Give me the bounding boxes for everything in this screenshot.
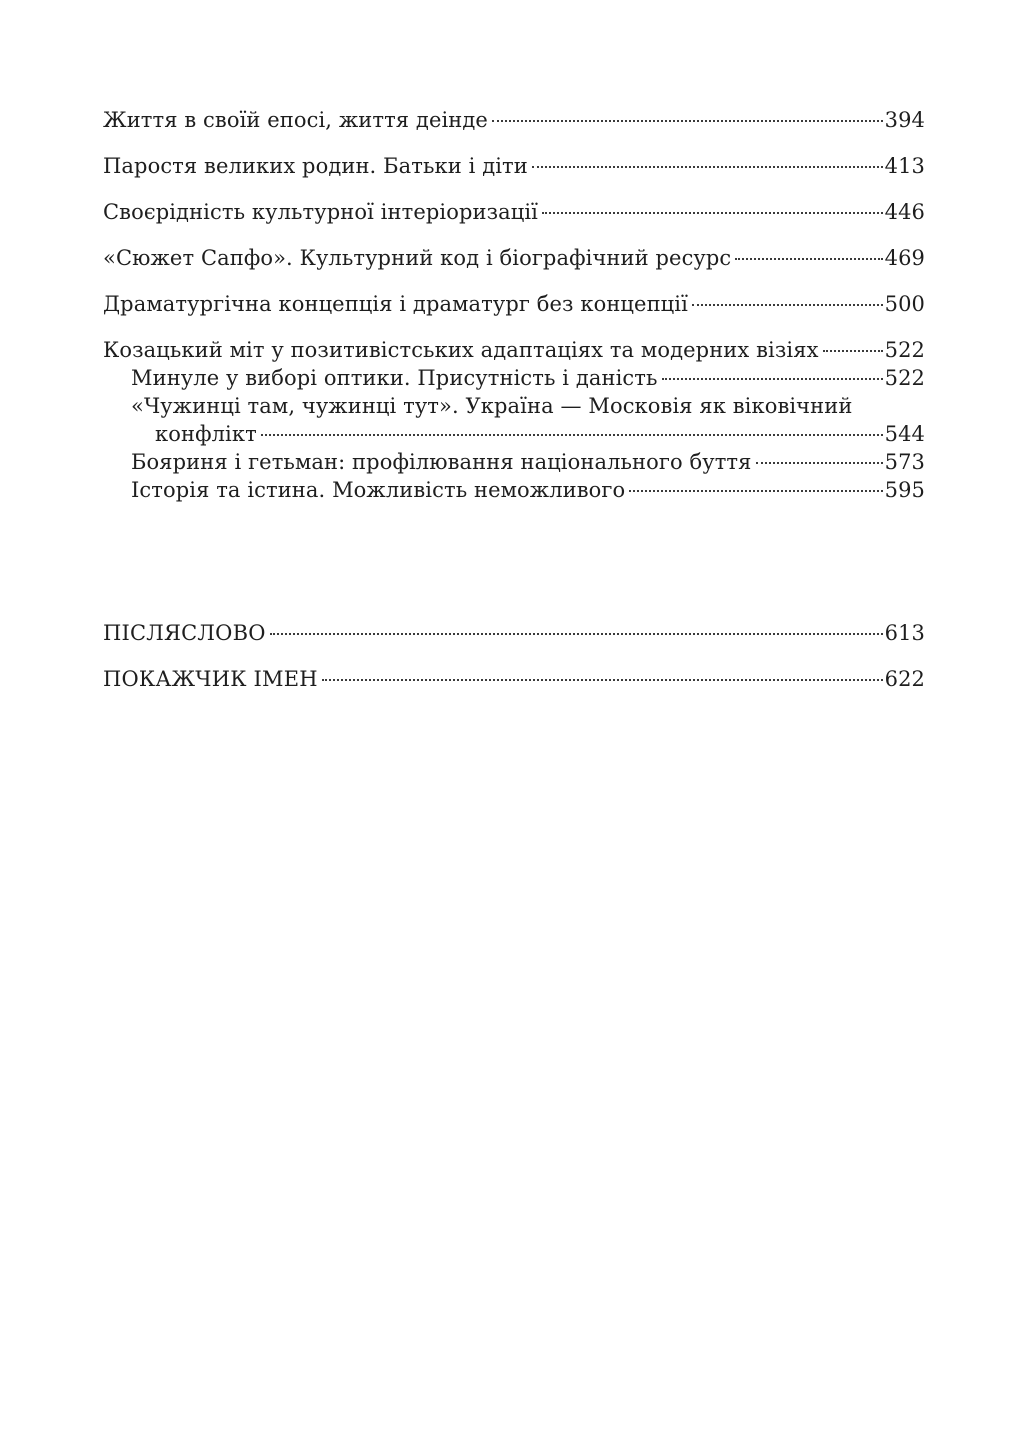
toc-subentry bbox=[103, 392, 925, 448]
toc-entry-name-index bbox=[103, 665, 925, 693]
toc-page-number: 413 bbox=[884, 154, 925, 178]
toc-page-number: 469 bbox=[884, 246, 925, 270]
toc-subentry-title: «Чужинці там, чужинці тут». Україна — Московія як віковічний bbox=[131, 394, 853, 418]
toc-entry bbox=[103, 152, 925, 180]
toc-subentry-title: Бояриня і гетьман: профілювання національного буття bbox=[131, 450, 752, 474]
toc-page-number: 522 bbox=[884, 366, 925, 390]
toc-page-number: 595 bbox=[884, 478, 925, 502]
dot-leader bbox=[270, 633, 883, 635]
toc-entry bbox=[103, 106, 925, 134]
dot-leader bbox=[629, 490, 882, 492]
toc-page-number: 500 bbox=[884, 292, 925, 316]
dot-leader bbox=[492, 120, 883, 122]
toc-page-number: 446 bbox=[884, 200, 925, 224]
toc-entry bbox=[103, 336, 925, 364]
toc-entry-title: Козацький міт у позитивістських адаптаціях та модерних візіях bbox=[103, 338, 819, 362]
toc-entry-title: Своєрідність культурної інтеріоризації bbox=[103, 200, 538, 224]
toc-entry-title: «Сюжет Сапфо». Культурний код і біографічний ресурс bbox=[103, 246, 732, 270]
toc-page-number: 613 bbox=[884, 621, 925, 645]
toc-subentry-title: Минуле у виборі оптики. Присутність і даність bbox=[131, 366, 658, 390]
dot-leader bbox=[735, 258, 882, 260]
toc-subentry-continuation bbox=[131, 420, 925, 448]
toc-entry-title: ПОКАЖЧИК ІМЕН bbox=[103, 667, 318, 691]
toc-subentry-title-continued: конфлікт bbox=[155, 422, 257, 446]
dot-leader bbox=[322, 679, 883, 681]
toc-entry bbox=[103, 198, 925, 226]
toc-page-number: 573 bbox=[884, 450, 925, 474]
dot-leader bbox=[261, 434, 883, 436]
toc-entry-title: Життя в своїй епосі, життя деінде bbox=[103, 108, 488, 132]
toc-subentry bbox=[103, 448, 925, 476]
toc-entry-title: Драматургічна концепція і драматург без концепції bbox=[103, 292, 688, 316]
back-matter-list bbox=[103, 619, 925, 711]
toc-page-number: 394 bbox=[884, 108, 925, 132]
toc-entry-afterword bbox=[103, 619, 925, 647]
toc-subentry bbox=[103, 476, 925, 504]
dot-leader bbox=[823, 350, 883, 352]
toc-page-number: 522 bbox=[884, 338, 925, 362]
toc-page-number: 544 bbox=[884, 422, 925, 446]
toc-entry-title: Паростя великих родин. Батьки і діти bbox=[103, 154, 528, 178]
toc-subentry bbox=[103, 364, 925, 392]
dot-leader bbox=[532, 166, 883, 168]
dot-leader bbox=[756, 462, 883, 464]
toc-entry-title: ПІСЛЯСЛОВО bbox=[103, 621, 266, 645]
table-of-contents bbox=[103, 106, 925, 504]
dot-leader bbox=[662, 378, 883, 380]
toc-page-number: 622 bbox=[884, 667, 925, 691]
toc-entry bbox=[103, 244, 925, 272]
toc-subentry-title: Історія та істина. Можливість неможливого bbox=[131, 478, 626, 502]
dot-leader bbox=[692, 304, 883, 306]
dot-leader bbox=[542, 212, 883, 214]
toc-entry bbox=[103, 290, 925, 318]
